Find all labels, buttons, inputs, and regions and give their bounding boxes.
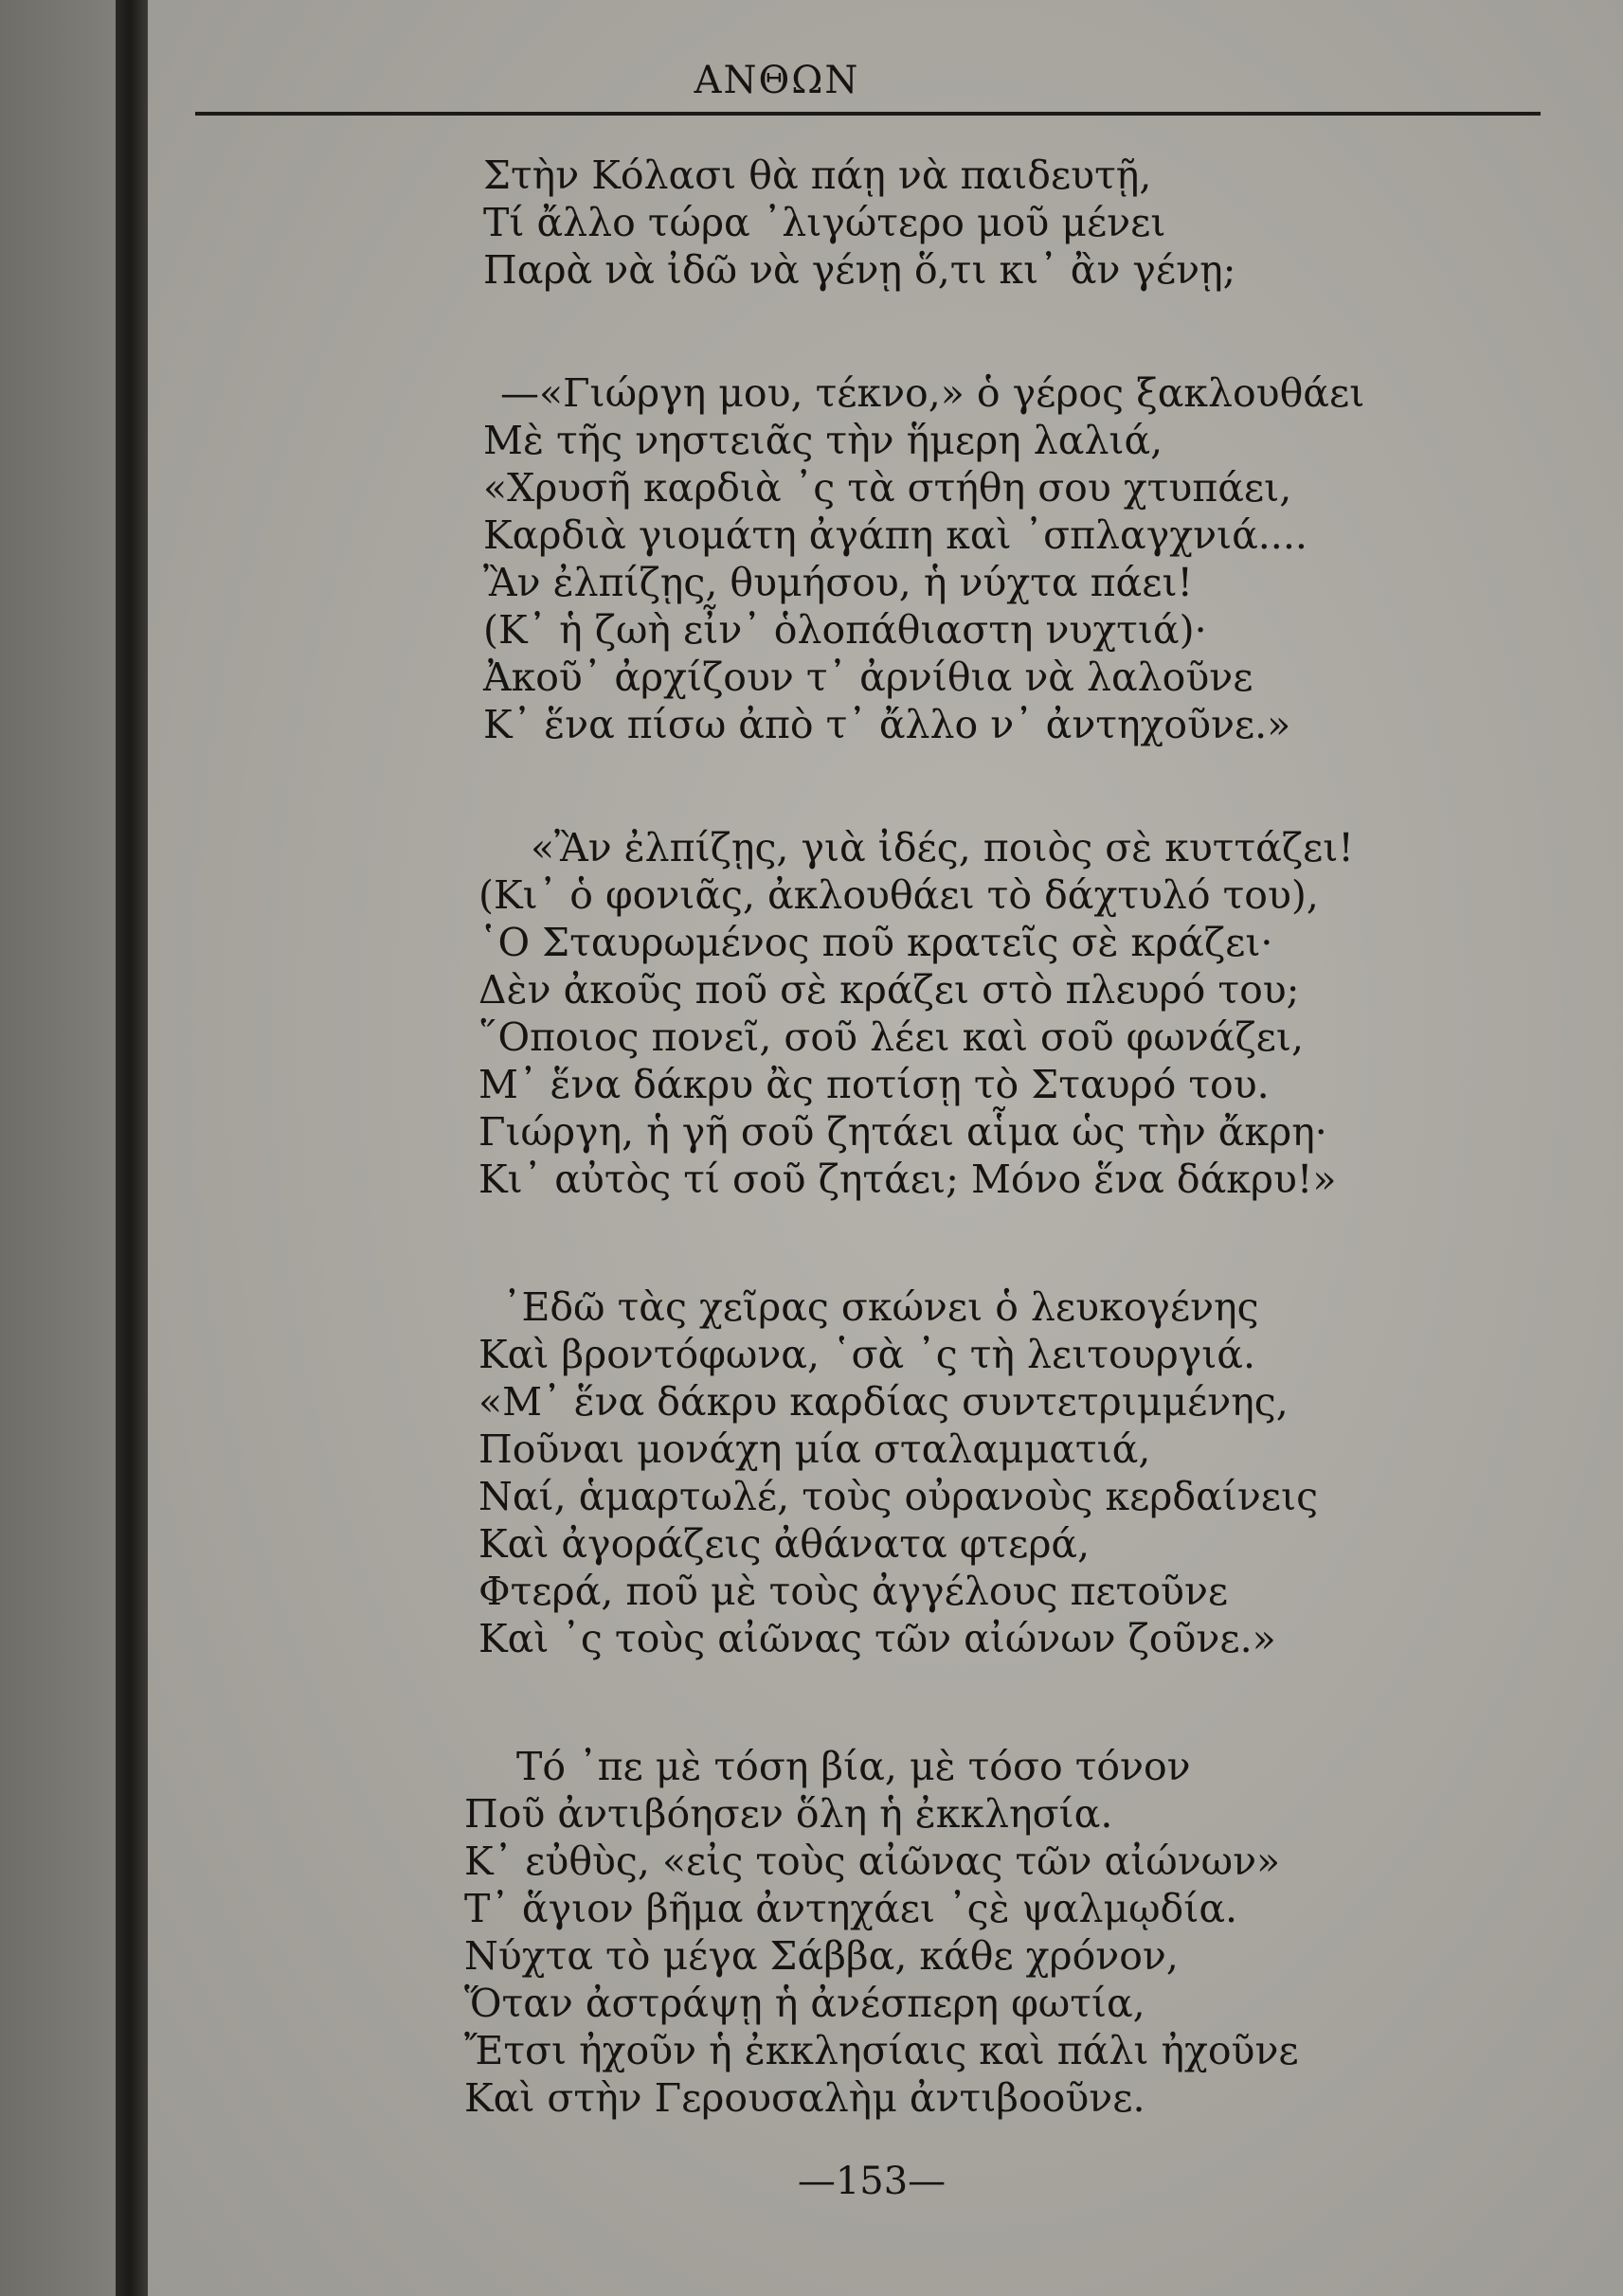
verse-line: ῾Ο Σταυρωμένος ποῦ κρατεῖς σὲ κράζει· [478, 920, 1273, 965]
verse-line: Καὶ ᾿ς τοὺς αἰῶνας τῶν αἰώνων ζοῦνε.» [478, 1616, 1276, 1661]
verse-line: Μ᾿ ἕνα δάκρυ ἂς ποτίσῃ τὸ Σταυρό του. [478, 1062, 1270, 1107]
verse-line: Ἔτσι ἠχοῦν ἡ ἐκκλησίαις καὶ πάλι ἠχοῦνε [464, 2028, 1299, 2073]
verse-line: Μὲ τῆς νηστειᾶς τὴν ἥμερη λαλιά, [483, 418, 1163, 463]
verse-line: ῞Οποιος πονεῖ, σοῦ λέει καὶ σοῦ φωνάζει, [478, 1014, 1305, 1060]
verse-line: Καρδιὰ γιομάτη ἀγάπη καὶ ᾿σπλαγχνιά.... [483, 512, 1307, 558]
verse-line: Κ᾿ ἕνα πίσω ἀπὸ τ᾿ ἄλλο ν᾿ ἀντηχοῦνε.» [483, 702, 1291, 747]
verse-line: Ὅταν ἀστράψῃ ἡ ἀνέσπερη φωτία, [464, 1981, 1145, 2026]
verse-line: —«Γιώργη μου, τέκνο,» ὁ γέρος ξακλουθάει [500, 370, 1365, 416]
verse-line: Τί ἄλλο τώρα ᾿λιγώτερο μοῦ μένει [483, 200, 1166, 245]
verse-line: Δὲν ἀκοῦς ποῦ σὲ κράζει στὸ πλευρό του; [478, 967, 1300, 1013]
running-head: ΑΝΘΩΝ [694, 59, 860, 102]
verse-line: Καὶ ἀγοράζεις ἀθάνατα φτερά, [478, 1521, 1091, 1567]
verse-line: Καὶ στὴν Γερουσαλὴμ ἀντιβοοῦνε. [464, 2075, 1145, 2121]
verse-line: ᾿Εδῶ τὰς χεῖρας σκώνει ὁ λευκογένης [502, 1284, 1259, 1330]
verse-line: Νύχτα τὸ μέγα Σάββα, κάθε χρόνον, [464, 1933, 1179, 1979]
verse-line: Ἂν ἐλπίζῃς, θυμήσου, ἡ νύχτα πάει! [483, 560, 1193, 605]
verse-line: Κ᾿ εὐθὺς, «εἰς τοὺς αἰῶνας τῶν αἰώνων» [464, 1839, 1281, 1884]
verse-line: Ποῦ ἀντιβόησεν ὅλη ἡ ἐκκλησία. [464, 1791, 1113, 1837]
verse-line: Γιώργη, ἡ γῆ σοῦ ζητάει αἷμα ὡς τὴν ἄκρη· [478, 1109, 1327, 1155]
verse-line: Ποῦναι μονάχη μία σταλαμματιά, [478, 1426, 1151, 1472]
verse-line: Καὶ βροντόφωνα, ῾σὰ ᾿ς τὴ λειτουργιά. [478, 1332, 1255, 1377]
header-rule [195, 112, 1541, 116]
verse-line: (Κ᾿ ἡ ζωὴ εἶν᾿ ὁλοπάθιαστη νυχτιά)· [483, 607, 1207, 653]
verse-line: Τό ᾿πε μὲ τόση βία, μὲ τόσο τόνον [516, 1744, 1191, 1789]
verse-line: Ναί, ἁμαρτωλέ, τοὺς οὐρανοὺς κερδαίνεις [478, 1474, 1319, 1519]
book-gutter [116, 0, 148, 2296]
verse-line: Ἀκοῦ᾿ ἀρχίζουν τ᾿ ἀρνίθια νὰ λαλοῦνε [483, 655, 1253, 700]
verse-line: Παρὰ νὰ ἰδῶ νὰ γένῃ ὅ,τι κι᾿ ἂν γένῃ; [483, 247, 1236, 293]
page-number: —153— [797, 2160, 947, 2203]
verse-line: «Ἂν ἐλπίζῃς, γιὰ ἰδές, ποιὸς σὲ κυττάζει! [531, 825, 1354, 870]
verse-line: «Μ᾿ ἕνα δάκρυ καρδίας συντετριμμένης, [478, 1379, 1289, 1425]
verse-line: Φτερά, ποῦ μὲ τοὺς ἀγγέλους πετοῦνε [478, 1569, 1229, 1614]
verse-line: Στὴν Κόλασι θὰ πάῃ νὰ παιδευτῇ, [483, 152, 1152, 198]
verse-line: Τ᾿ ἅγιον βῆμα ἀντηχάει ᾿ςὲ ψαλμῳδία. [464, 1886, 1238, 1931]
verse-line: Κι᾿ αὐτὸς τί σοῦ ζητάει; Μόνο ἕνα δάκρυ!» [478, 1157, 1337, 1202]
verse-line: «Χρυσῆ καρδιὰ ᾿ς τὰ στήθη σου χτυπάει, [483, 465, 1292, 511]
verse-line: (Κι᾿ ὁ φονιᾶς, ἀκλουθάει τὸ δάχτυλό του), [478, 872, 1319, 918]
